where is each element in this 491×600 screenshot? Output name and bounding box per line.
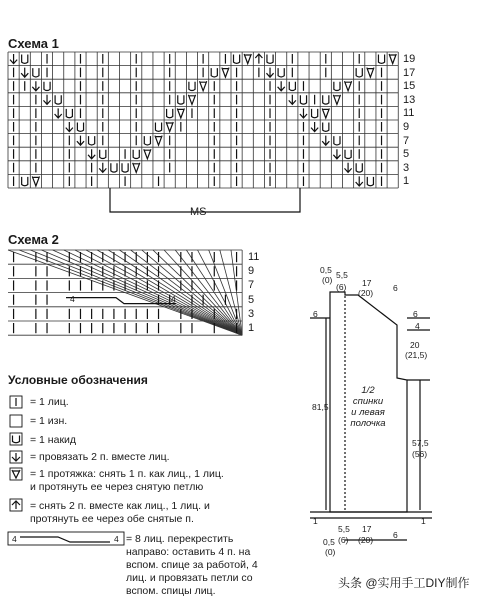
k2tog-symbol [21,68,28,78]
legend-s2kp-text: = снять 2 п. вместе как лиц., 1 лиц. и протянуть ее через обе снятые п. [30,500,210,525]
scheme1-title: Схема 1 [8,36,59,51]
yo-symbol [167,109,173,118]
yo-symbol [211,68,217,77]
yo-symbol [278,68,284,77]
k2tog-symbol [345,163,352,173]
ssk-symbol [244,54,251,64]
yo-symbol [100,150,106,159]
k2tog-symbol [266,68,273,78]
scheme1-row-number: 1 [403,175,410,188]
schem-right-20: 20 [410,340,420,350]
yo-symbol [77,123,83,132]
schem-bottom-55: 5,5 [338,524,350,534]
watermark: 头条 @实用手工DIY制作 [338,576,470,590]
yo-symbol [178,95,184,104]
schem-label-line4: полочка [350,418,386,429]
scheme1-row-number: 15 [403,80,416,93]
scheme1-row-number: 3 [403,161,410,174]
scheme2-row-number: 1 [248,322,255,334]
scheme2-row-number: 5 [248,293,255,306]
scheme2-row-number: 11 [248,251,260,263]
schem-bottom-17: 17 [362,524,372,534]
k2tog-symbol [99,163,106,173]
scheme1-row-number: 17 [403,66,416,79]
legend-title: Условные обозначения [8,373,148,387]
schem-bottom-6: 6 [393,530,398,540]
yo-symbol [323,123,329,132]
yo-symbol [144,136,150,145]
legend-cable-line [20,537,110,542]
cable-cross-line [66,298,176,304]
legend-yo-text: = 1 накид [30,434,77,446]
ssk-symbol [133,163,140,173]
yo-symbol [22,55,28,64]
yo-symbol [89,136,95,145]
k2tog-symbol [278,81,285,91]
legend-knit-text: = 1 лиц. [30,396,69,408]
schem-top-55: 5,5 [336,270,348,280]
schem-top-17: 17 [362,278,372,288]
scheme2-cable-left-num: 4 [70,294,75,304]
schem-label-line1: 1/2 [361,385,375,396]
k2tog-symbol [333,149,340,159]
schem-right-575: 57,5 [412,438,429,448]
schem-left-815: 81,5 [312,402,329,412]
yo-symbol [312,109,318,118]
schem-top-6p: (6) [336,282,347,292]
legend-cable-box [8,532,124,545]
yo-symbol [55,95,61,104]
k2tog-symbol [356,176,363,186]
yo-symbol [334,136,340,145]
ssk-symbol [200,81,207,91]
scheme1-row-number: 7 [403,134,410,147]
k2tog-symbol [10,54,17,64]
schem-right-6: 6 [413,309,418,319]
scheme2-row-number: 3 [248,307,255,320]
legend-k2tog-text: = провязать 2 п. вместе лиц. [30,451,170,463]
yo-symbol [356,163,362,172]
ssk-symbol [32,176,39,186]
scheme2-title: Схема 2 [8,232,59,247]
legend-purl-text: = 1 изн. [30,415,68,427]
scheme1-row-number: 13 [403,93,416,106]
schem-right-215: (21,5) [405,350,428,360]
yo-symbol [367,177,373,186]
scheme2-cable-right-num: 4 [171,294,176,304]
schem-bottom-1-left: 1 [313,516,318,526]
legend-cable-num-left: 4 [12,534,17,544]
yo-symbol [300,95,306,104]
yo-symbol [33,68,39,77]
schem-bottom-05: 0,5 [323,537,335,547]
yo-symbol [323,95,329,104]
scheme1-row-number: 11 [403,107,415,120]
yo-symbol [111,163,117,172]
scheme1-row-number: 5 [403,148,410,161]
k2tog-symbol [88,149,95,159]
schem-bottom-20: (20) [358,535,374,545]
ssk-symbol [367,68,374,78]
yo-symbol [122,163,128,172]
ssk-symbol [166,122,173,132]
schem-right-56: (56) [412,449,428,459]
ssk-symbol [389,54,396,64]
schem-label-line3: и левая [351,407,385,418]
scheme1-row-number: 9 [403,121,410,133]
k2tog-symbol [77,136,84,146]
legend-cable-num-right: 4 [114,534,119,544]
yo-symbol [334,82,340,91]
ssk-symbol [345,81,352,91]
ssk-symbol [333,95,340,105]
k2tog-symbol [55,108,62,118]
schem-label-line2: спинки [352,396,384,407]
k2tog-symbol [12,453,20,461]
scheme1-row-number: 19 [403,53,416,65]
schem-bottom-1-right: 1 [421,516,426,526]
yo-symbol [155,123,161,132]
k2tog-symbol [311,122,318,132]
schem-top-20: (20) [358,288,374,298]
ms-label: MS [190,206,207,218]
yo-symbol [13,436,20,443]
ssk-symbol [144,149,151,159]
schem-top-05: 0,5 [320,265,332,275]
legend-cable-text: = 8 лиц. перекрестить направо: оставить 4 п. на вспом. спице за работой, 4 лиц. и провязать петли со вспом. спицы лиц. [126,533,258,597]
yo-symbol [44,82,50,91]
schem-bottom-6p: (6) [338,535,349,545]
yo-symbol [345,150,351,159]
schem-right-4: 4 [415,321,420,331]
legend-symbol-box [10,415,22,427]
yo-symbol [356,68,362,77]
scheme2-row-number: 7 [248,279,255,292]
yo-symbol [66,109,72,118]
schem-top-6: 6 [393,283,398,293]
yo-symbol [22,177,28,186]
yo-symbol [289,82,295,91]
k2tog-symbol [289,95,296,105]
ssk-symbol [155,136,162,146]
schem-bottom-0: (0) [325,547,336,557]
yo-symbol [234,55,240,64]
k2tog-symbol [300,108,307,118]
yo-symbol [189,82,195,91]
s2kp-symbol [12,501,20,509]
k2tog-symbol [66,122,73,132]
yo-symbol [267,55,273,64]
schem-center-label [343,385,393,429]
yo-symbol [133,150,139,159]
ssk-symbol [322,108,329,118]
schem-top-0: (0) [322,275,333,285]
k2tog-symbol [43,95,50,105]
legend-ssk-text: = 1 протяжка: снять 1 п. как лиц., 1 лиц. и протянуть ее через снятую петлю [30,468,224,493]
scheme2-row-number: 9 [248,265,255,278]
k2tog-symbol [322,136,329,146]
ssk-symbol [177,108,184,118]
ssk-symbol [188,95,195,105]
schem-left-6: 6 [313,309,318,319]
ssk-symbol [12,470,20,478]
s2kp-symbol [255,54,262,64]
k2tog-symbol [32,81,39,91]
yo-symbol [378,55,384,64]
ssk-symbol [222,68,229,78]
